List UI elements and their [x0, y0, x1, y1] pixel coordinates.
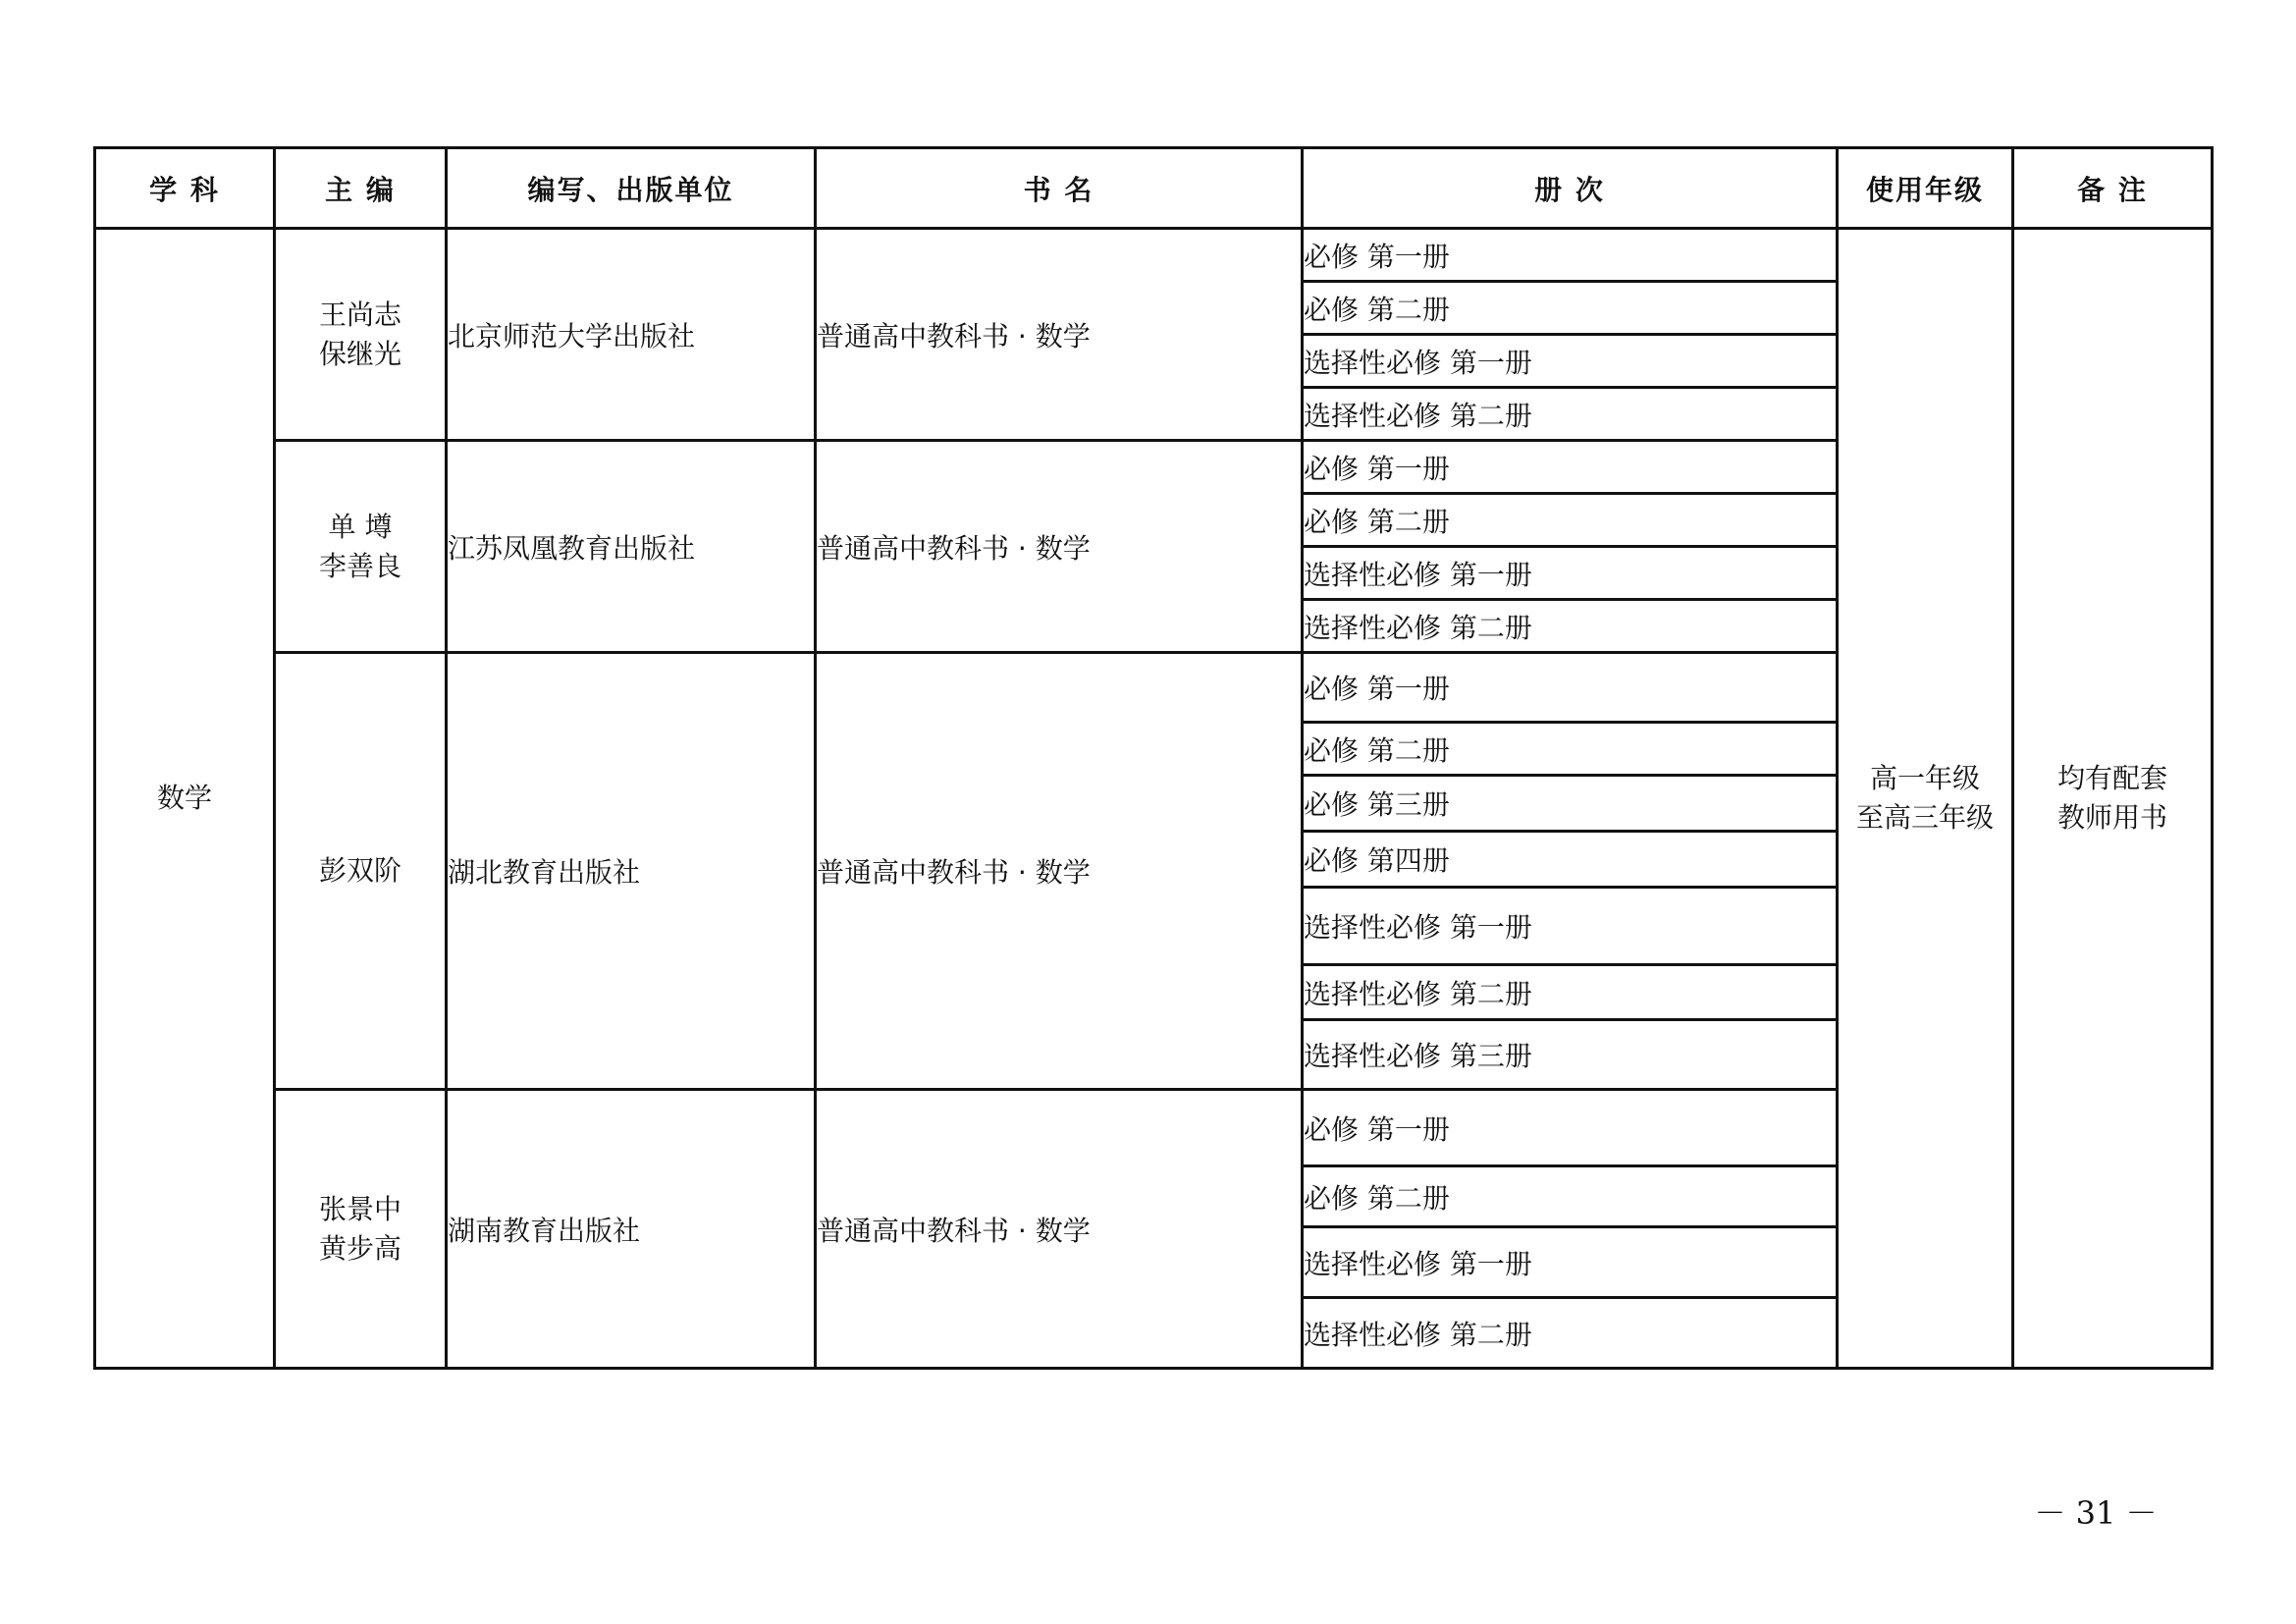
header-publisher: 编写、出版单位	[447, 148, 816, 229]
header-book: 书 名	[816, 148, 1303, 229]
textbook-table	[93, 146, 2214, 1370]
header-editor: 主 编	[275, 148, 447, 229]
subject-cell: 数学	[95, 229, 275, 1369]
page-number: － 31 －	[2034, 1494, 2158, 1532]
publisher-cell: 江苏凤凰教育出版社	[447, 441, 816, 653]
note-cell	[2013, 229, 2213, 1369]
volume-cell: 选择性必修 第一册	[1303, 888, 1838, 965]
table-row	[95, 229, 2213, 282]
note-line: 教师用书	[2056, 801, 2167, 834]
volume-cell: 选择性必修 第二册	[1303, 388, 1838, 441]
volume-cell: 必修 第二册	[1303, 723, 1838, 776]
volume-cell: 必修 第四册	[1303, 832, 1838, 888]
editor-name: 单 墫	[328, 510, 393, 543]
volume-cell: 选择性必修 第一册	[1303, 547, 1838, 600]
header-subject: 学 科	[95, 148, 275, 229]
volume-cell: 必修 第二册	[1303, 282, 1838, 335]
editor-cell	[275, 1090, 447, 1369]
grade-cell	[1838, 229, 2013, 1369]
volume-cell: 必修 第一册	[1303, 441, 1838, 494]
volume-cell: 必修 第三册	[1303, 776, 1838, 832]
book-cell: 普通高中教科书 · 数学	[816, 1090, 1303, 1369]
editor-name: 彭双阶	[318, 854, 401, 887]
editor-cell	[275, 441, 447, 653]
grade-line: 至高三年级	[1855, 801, 1994, 834]
volume-cell: 选择性必修 第二册	[1303, 600, 1838, 653]
volume-cell: 选择性必修 第三册	[1303, 1020, 1838, 1090]
volume-cell: 必修 第一册	[1303, 653, 1838, 723]
editor-name: 王尚志	[318, 298, 401, 331]
volume-cell: 必修 第二册	[1303, 1166, 1838, 1227]
volume-cell: 选择性必修 第一册	[1303, 1227, 1838, 1298]
header-grade: 使用年级	[1838, 148, 2013, 229]
editor-name: 张景中	[318, 1192, 401, 1225]
book-cell: 普通高中教科书 · 数学	[816, 229, 1303, 441]
editor-name: 黄步高	[318, 1231, 401, 1265]
book-cell: 普通高中教科书 · 数学	[816, 653, 1303, 1090]
volume-cell: 选择性必修 第一册	[1303, 335, 1838, 388]
header-row	[95, 148, 2213, 229]
editor-cell	[275, 229, 447, 441]
header-note: 备 注	[2013, 148, 2213, 229]
editor-name: 李善良	[318, 549, 401, 582]
header-volume: 册 次	[1303, 148, 1838, 229]
editor-name: 保继光	[318, 337, 401, 370]
volume-cell: 选择性必修 第二册	[1303, 965, 1838, 1020]
volume-cell: 必修 第一册	[1303, 229, 1838, 282]
publisher-cell: 北京师范大学出版社	[447, 229, 816, 441]
editor-cell	[275, 653, 447, 1090]
note-line: 均有配套	[2056, 762, 2167, 794]
grade-line: 高一年级	[1869, 762, 1980, 794]
publisher-cell: 湖北教育出版社	[447, 653, 816, 1090]
volume-cell: 必修 第一册	[1303, 1090, 1838, 1166]
volume-cell: 选择性必修 第二册	[1303, 1298, 1838, 1369]
book-cell: 普通高中教科书 · 数学	[816, 441, 1303, 653]
publisher-cell: 湖南教育出版社	[447, 1090, 816, 1369]
volume-cell: 必修 第二册	[1303, 494, 1838, 547]
